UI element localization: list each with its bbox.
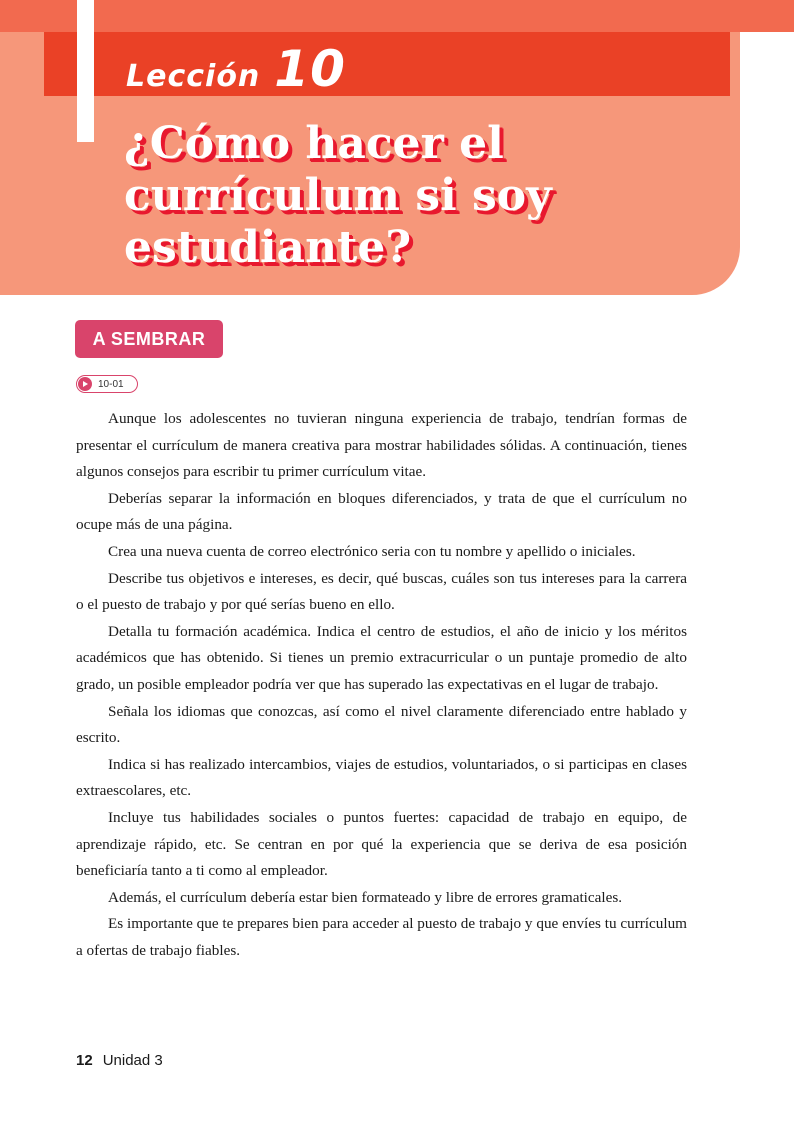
lesson-label: Lección [126,59,261,94]
header-accent-bar [77,0,94,142]
paragraph: Detalla tu formación académica. Indica el centro de estudios, el año de inicio y los méritos académicos que has obtenido. Si tienes un premio extracurricular o un puntaje promedio de alto grado, un posible empleador podría ver que has superado las expectativas en el lugar de trabajo. [76,622,687,693]
section-badge: A SEMBRAR [75,320,223,358]
paragraph: Además, el currículum debería estar bien formateado y libre de errores gramaticales. [108,888,623,906]
paragraph: Es importante que te prepares bien para acceder al puesto de trabajo y que envíes tu currículum a ofertas de trabajo fiables. [76,915,687,959]
paragraph: Crea una nueva cuenta de correo electrónico seria con tu nombre y apellido o iniciales. [108,542,636,560]
play-icon[interactable] [78,377,92,391]
paragraph: Aunque los adolescentes no tuvieran ninguna experiencia de trabajo, tendrían formas de presentar el currículum de manera creativa para mostrar habilidades sólidas. A continuación, tienes algunos consejos para escribir tu primer currículum vitae. [76,410,687,481]
page-footer [76,1052,163,1069]
lesson-number: 10 [274,40,346,98]
header-top-strip [0,0,794,32]
audio-track-button[interactable] [76,375,138,393]
paragraph: Señala los idiomas que conozcas, así como el nivel claramente diferenciado entre hablado y escrito. [76,702,687,747]
lesson-heading [126,40,346,98]
paragraph: Indica si has realizado intercambios, viajes de estudios, voluntariados, o si participas en clases extraescolares, etc. [76,755,687,800]
paragraph: Incluye tus habilidades sociales o puntos fuertes: capacidad de trabajo en equipo, de aprendizaje rápido, etc. Se centran en por qué la experiencia que se deriva de esa posición beneficiaría tanto a ti como al empleador. [76,808,687,880]
paragraph: Deberías separar la información en bloques diferenciados, y trata de que el currículum no ocupe más de una página. [76,489,687,534]
unit-label: Unidad 3 [102,1052,163,1069]
page-title: ¿Cómo hacer el currículum si soy estudiante? [124,118,552,273]
body-text [76,406,687,964]
page-number: 12 [76,1052,93,1069]
paragraph: Describe tus objetivos e intereses, es decir, qué buscas, cuáles son tus intereses para la carrera o el puesto de trabajo y por qué serías bueno en ello. [76,569,687,614]
audio-track-code: 10-01 [98,378,124,390]
